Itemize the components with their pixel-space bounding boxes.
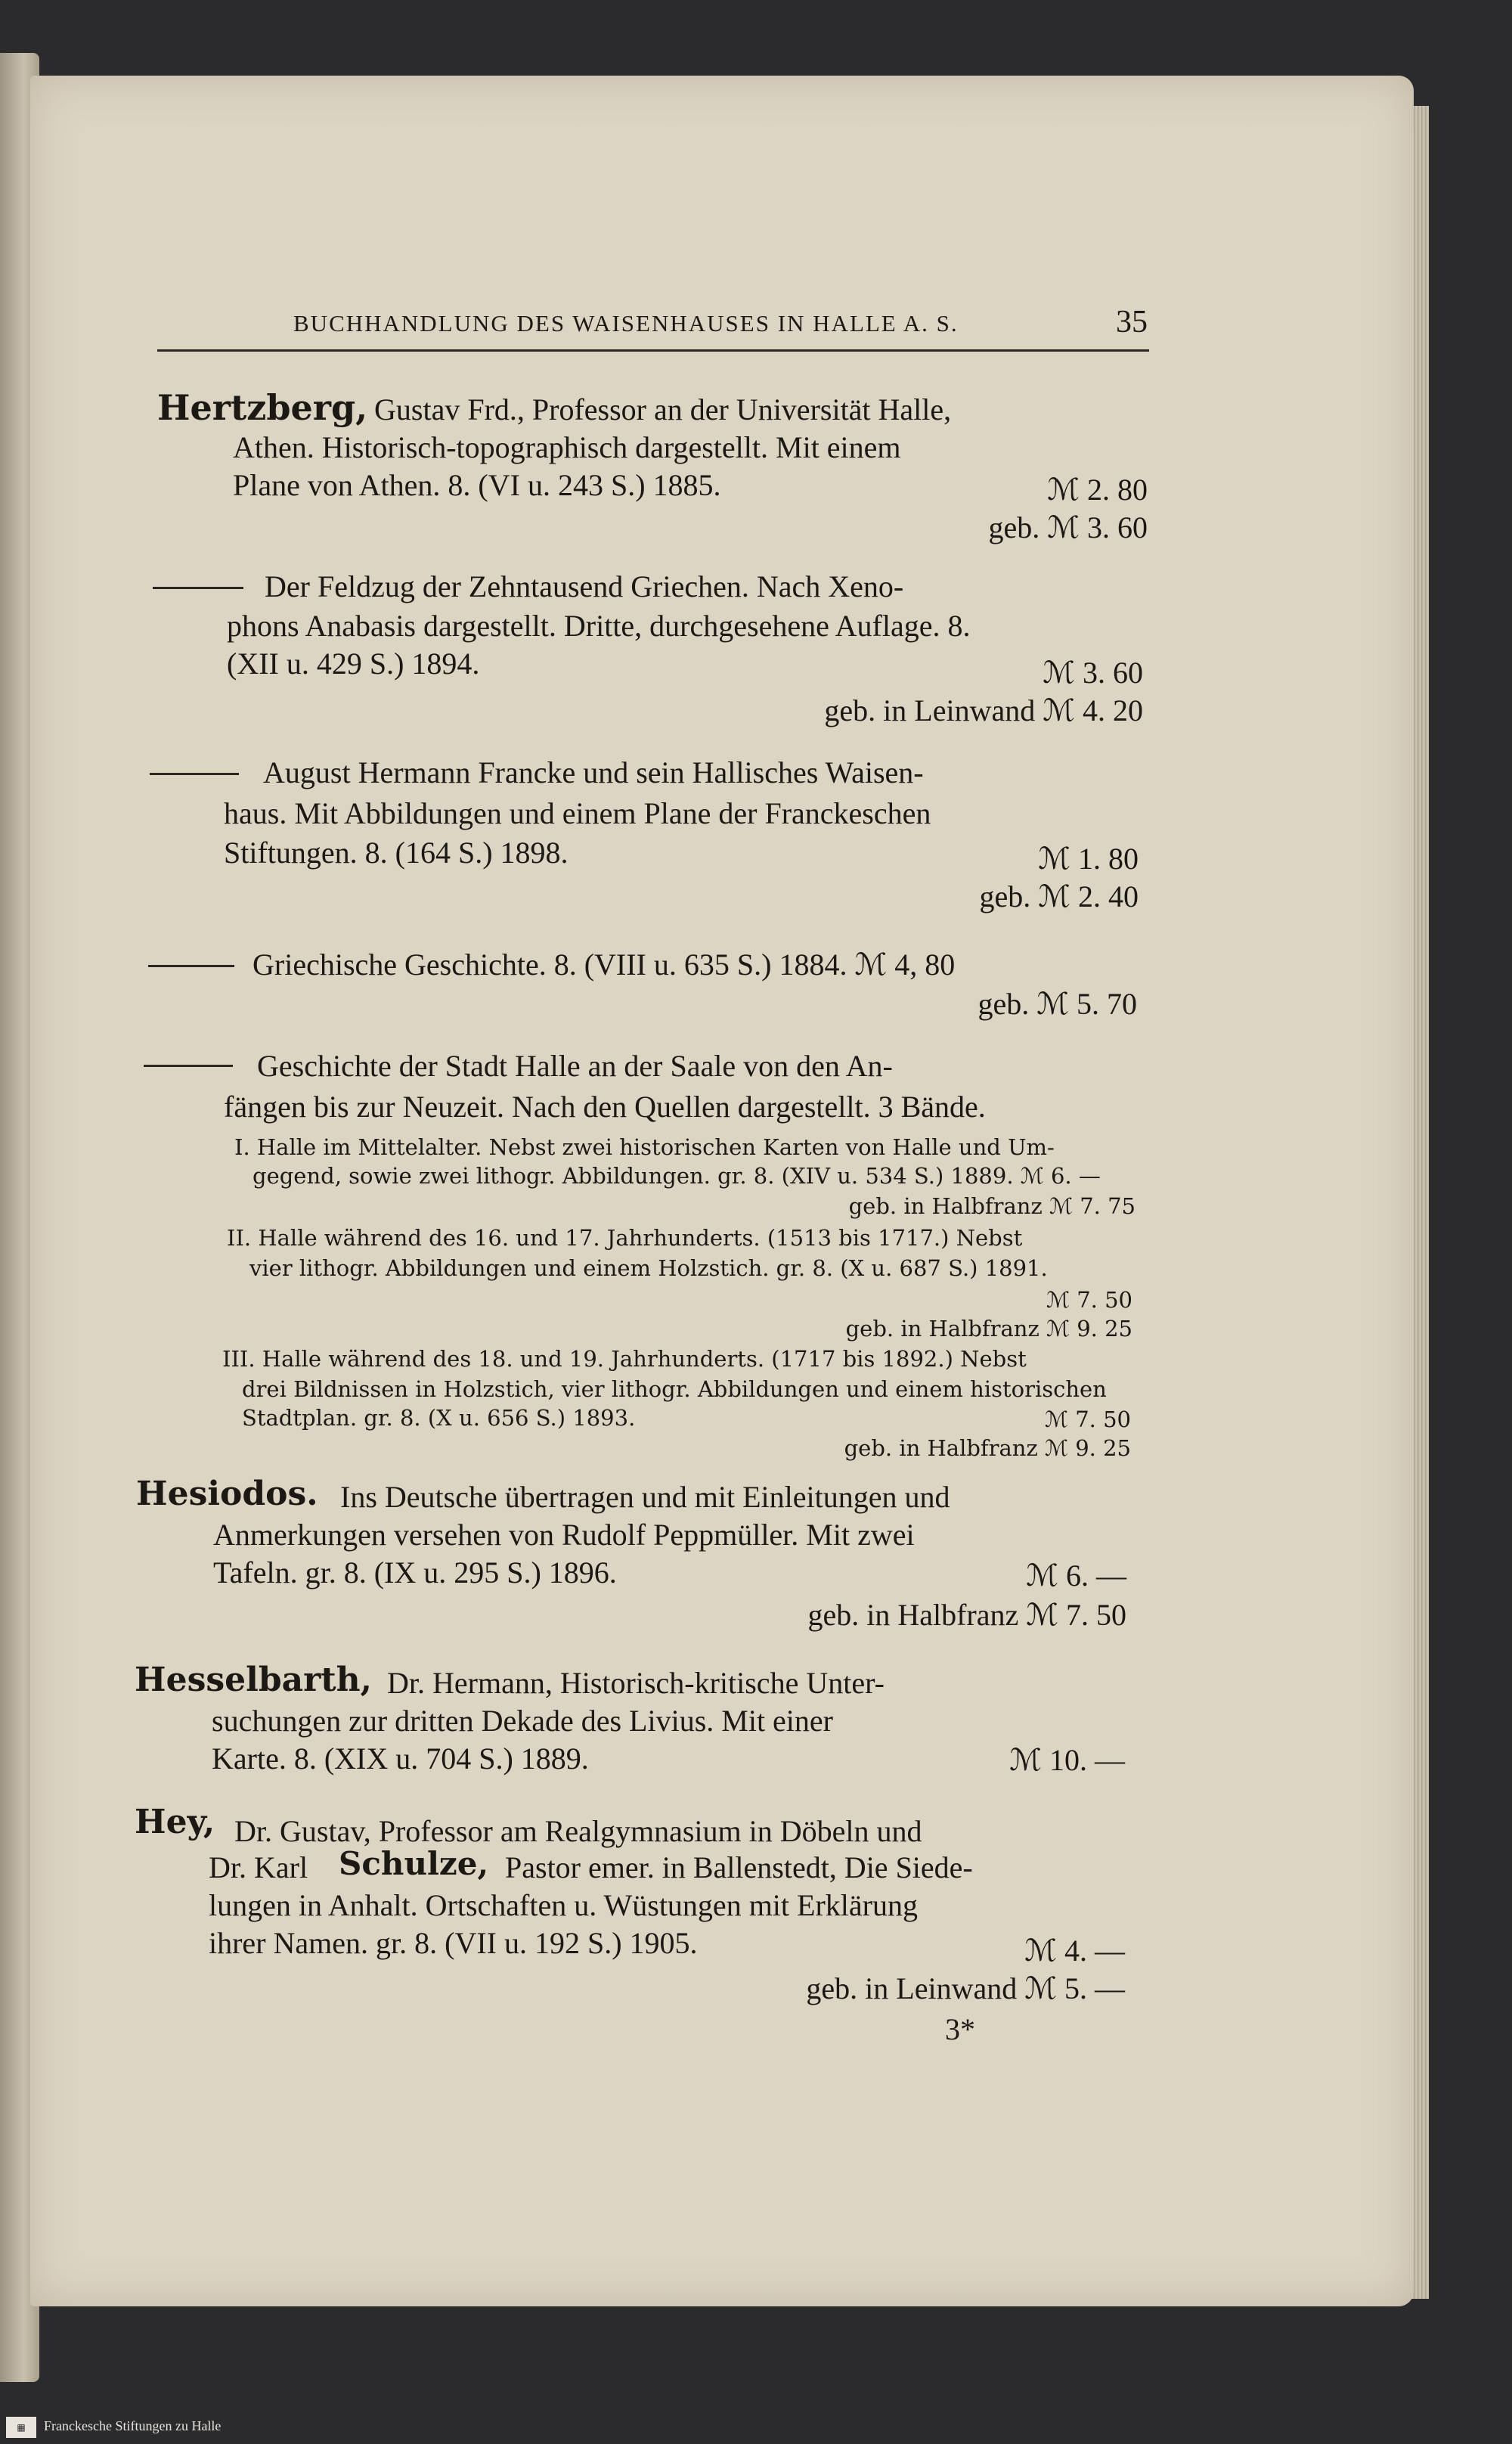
price-bound: geb. in Leinwand ℳ 5. — <box>806 1971 1125 2005</box>
entry-line: Der Feldzug der Zehntausend Griechen. Nach Xeno- <box>265 569 904 603</box>
volume-price: geb. in Halbfranz ℳ 9. 25 <box>845 1316 1132 1341</box>
volume-price: geb. in Halbfranz ℳ 9. 25 <box>844 1435 1131 1461</box>
price-bound: geb. in Leinwand ℳ 4. 20 <box>824 693 1143 727</box>
page-number: 35 <box>1116 305 1148 340</box>
price-bound: geb. ℳ 5. 70 <box>978 987 1137 1021</box>
volume-line: I. Halle im Mittelalter. Nebst zwei historischen Karten von Halle und Um- <box>234 1134 1055 1160</box>
price: ℳ 1. 80 <box>1038 842 1139 876</box>
entry-line: August Hermann Francke und sein Hallisches Waisen- <box>263 755 924 789</box>
header-rule <box>157 349 1149 352</box>
ditto-dash <box>144 1065 233 1067</box>
footer-bar <box>0 2411 1512 2444</box>
volume-line: II. Halle während des 16. und 17. Jahrhunderts. (1513 bis 1717.) Nebst <box>227 1225 1023 1251</box>
price: ℳ 10. — <box>1009 1743 1125 1777</box>
entry-line: Ins Deutsche übertragen und mit Einleitungen und <box>340 1480 950 1514</box>
entry-line: Pastor emer. in Ballenstedt, Die Siede- <box>505 1850 973 1884</box>
entry-line: Tafeln. gr. 8. (IX u. 295 S.) 1896. <box>213 1555 617 1590</box>
entry-line: Griechische Geschichte. 8. (VIII u. 635 S.) 1884. ℳ 4, 80 <box>253 948 956 982</box>
price: ℳ 3. 60 <box>1043 656 1143 690</box>
price: ℳ 4. — <box>1024 1934 1125 1968</box>
entry-line: Anmerkungen versehen von Rudolf Peppmüller. Mit zwei <box>213 1518 915 1552</box>
entry-line: (XII u. 429 S.) 1894. <box>227 647 480 681</box>
volume-price: ℳ 7. 50 <box>1046 1287 1132 1313</box>
author-name: Hesiodos. <box>136 1475 318 1513</box>
entry-line: Dr. Karl <box>209 1850 308 1884</box>
coauthor-name: Schulze, <box>339 1845 489 1882</box>
author-name: Hesselbarth, <box>135 1661 372 1699</box>
price: ℳ 2. 80 <box>1047 473 1148 507</box>
entry-line: Gustav Frd., Professor an der Universität Halle, <box>374 392 952 426</box>
volume-price: geb. in Halbfranz ℳ 7. 75 <box>848 1193 1136 1219</box>
price-bound: geb. in Halbfranz ℳ 7. 50 <box>807 1598 1126 1632</box>
author-name: Hertzberg, <box>157 387 368 428</box>
entry-line: Stiftungen. 8. (164 S.) 1898. <box>224 836 569 870</box>
volume-line: III. Halle während des 18. und 19. Jahrhunderts. (1717 bis 1892.) Nebst <box>222 1346 1027 1372</box>
price-bound: geb. ℳ 3. 60 <box>988 510 1148 544</box>
entry-line: Athen. Historisch-topographisch dargestellt. Mit einem <box>233 430 901 464</box>
entry-line: Karte. 8. (XIX u. 704 S.) 1889. <box>212 1742 589 1776</box>
running-header <box>293 304 1148 349</box>
entry-line: lungen in Anhalt. Ortschaften u. Wüstungen mit Erklärung <box>209 1888 918 1922</box>
price-bound: geb. ℳ 2. 40 <box>979 879 1139 913</box>
volume-line: gegend, sowie zwei lithogr. Abbildungen. gr. 8. (XIV u. 534 S.) 1889. ℳ 6. — <box>253 1163 1101 1189</box>
signature-mark: 3* <box>945 2012 975 2046</box>
entry-line: Dr. Hermann, Historisch-kritische Unter- <box>387 1666 885 1700</box>
volume-line: drei Bildnissen in Holzstich, vier lithogr. Abbildungen und einem historischen <box>242 1376 1107 1402</box>
price: ℳ 6. — <box>1026 1559 1126 1593</box>
author-name: Hey, <box>135 1803 215 1841</box>
entry-line: Plane von Athen. 8. (VI u. 243 S.) 1885. <box>233 468 721 502</box>
volume-line: vier lithogr. Abbildungen und einem Holzstich. gr. 8. (X u. 687 S.) 1891. <box>249 1255 1048 1281</box>
volume-price: ℳ 7. 50 <box>1044 1407 1131 1432</box>
ditto-dash <box>153 587 243 589</box>
volume-line: Stadtplan. gr. 8. (X u. 656 S.) 1893. <box>242 1405 636 1431</box>
entry-line: haus. Mit Abbildungen und einem Plane der Franckeschen <box>224 796 931 830</box>
entry-line: ihrer Namen. gr. 8. (VII u. 192 S.) 1905. <box>209 1926 698 1960</box>
entry-line: phons Anabasis dargestellt. Dritte, durchgesehene Auflage. 8. <box>227 609 971 643</box>
ditto-dash <box>148 965 234 967</box>
entry-line: suchungen zur dritten Dekade des Livius. Mit einer <box>212 1704 833 1738</box>
footer-credit: Franckesche Stiftungen zu Halle <box>44 2418 222 2433</box>
entry-line: Dr. Gustav, Professor am Realgymnasium in Döbeln und <box>234 1814 922 1848</box>
institution-logo-icon: ▦ <box>6 2417 36 2438</box>
entry-line: fängen bis zur Neuzeit. Nach den Quellen dargestellt. 3 Bände. <box>224 1090 986 1124</box>
header-title: BUCHHANDLUNG DES WAISENHAUSES IN HALLE A. S. <box>293 310 959 337</box>
ditto-dash <box>150 773 239 775</box>
entry-line: Geschichte der Stadt Halle an der Saale von den An- <box>257 1049 893 1083</box>
